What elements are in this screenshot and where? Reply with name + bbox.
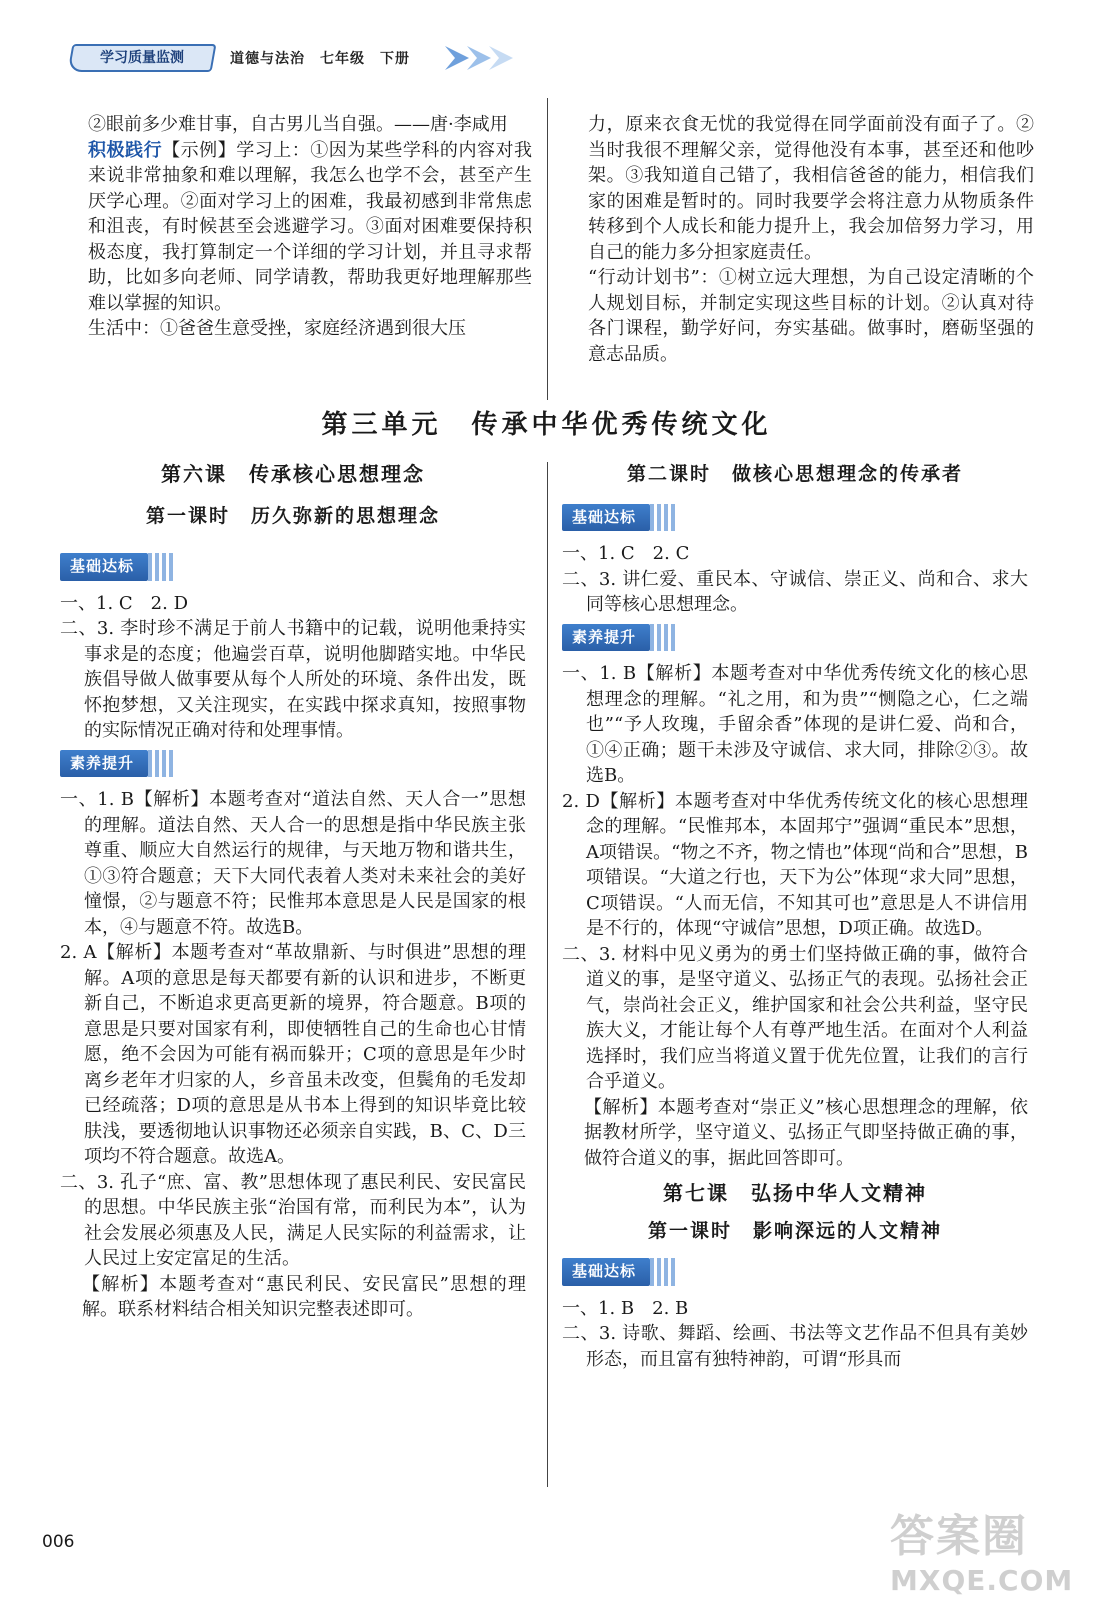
column-divider-top [547, 98, 548, 400]
life-paragraph: 生活中：①爸爸生意受挫，家庭经济遇到很大压 [88, 318, 466, 339]
section-tag-advanced: 素养提升 [60, 750, 148, 778]
answer-item: 二、3. 李时珍不满足于前人书籍中的记载，说明他秉持实事求是的态度；他遍尝百草，说明他脚踏实地。中华民族倡导做人做事要从每个人所处的环境、条件出发，既怀抱梦想，又关注现实，在实践中探求真知，按照事物的实际情况正确对待和处理事情。 [60, 618, 526, 741]
chevrons-icon [445, 44, 525, 72]
practice-label: 积极践行 [88, 139, 163, 161]
practice-text: 学习上：①因为某些学科的内容对我来说非常抽象和难以理解，我怎么也学不会，甚至产生厌学心理。②面对学习上的困难，我最初感到非常焦虑和沮丧，有时候甚至会逃避学习。③面对困难要保持积极态度，我打算制定一个详细的学习计划，并且寻求帮助，比如多向老师、同学请教，帮助我更好地理解那些难以掌握的知识。 [88, 139, 533, 314]
answer-item: 二、3. 讲仁爱、重民本、守诚信、崇正义、尚和合、求大同等核心思想理念。 [562, 568, 1028, 615]
unit-title: 第三单元 传承中华优秀传统文化 [321, 410, 772, 440]
watermark-logo-text: 答案圈 [890, 1511, 1028, 1562]
series-badge: 学习质量监测 [68, 44, 217, 72]
watermark-url: MXQE.COM [890, 1564, 1074, 1597]
answer-item: 一、1. B 2. B [562, 1297, 689, 1319]
section-tag-advanced: 素养提升 [562, 624, 650, 652]
right-column [562, 462, 1028, 1372]
lesson-title: 第七课 弘扬中华人文精神 [663, 1181, 927, 1205]
answer-item: 2. A【解析】本题考查对“革故鼎新、与时俱进”思想的理解。A项的意思是每天都要有新的认识和进步，不断更新自己，不断追求更高更新的境界，符合题意。B项的意思是只要对国家有利，即使牺牲自己的生命也心甘情愿，绝不会因为可能有祸而躲开；C项的意思是年少时离乡老年才归家的人，乡音虽未改变，但鬓角的毛发却已经疏落；D项的意思是从书本上得到的知识毕竟比较肤浅，要透彻地认识事物还必须亲自实践，B、C、D三项均不符合题意。故选A。 [60, 942, 526, 1167]
analysis-note: 【解析】本题考查对“崇正义”核心思想理念的理解，依据教材所学，坚守道义、弘扬正气即坚持做正确的事，做符合道义的事，据此回答即可。 [584, 1096, 1028, 1169]
watermark [890, 1500, 1080, 1595]
answer-item: 一、1. B【解析】本题考查对中华优秀传统文化的核心思想理念的理解。“礼之用，和为贵”“恻隐之心，仁之端也”“予人玫瑰，手留余香”体现的是讲仁爱、尚和合，①④正确；题干未涉及守诚信、求大同，排除②③。故选B。 [562, 663, 1028, 786]
period-title: 第二课时 做核心思想理念的传承者 [626, 463, 963, 485]
action-plan: “行动计划书”：①树立远大理想，为自己设定清晰的个人规划目标，并制定实现这些目标的计划。②认真对待各门课程，勤学好问，夯实基础。做事时，磨砺坚强的意志品质。 [588, 267, 1034, 365]
life-continued: 力，原来衣食无忧的我觉得在同学面前没有面子了。②当时我很不理解父亲，觉得他没有本事，甚至还和他吵架。③我知道自己错了，我相信爸爸的能力，相信我们家的困难是暂时的。同时我要学会将注意力从物质条件转移到个人成长和能力提升上，我会加倍努力学习，用自己的能力多分担家庭责任。 [588, 114, 1034, 263]
answer-item: 2. D【解析】本题考查对中华优秀传统文化的核心思想理念的理解。“民惟邦本，本固邦宁”强调“重民本”思想，A项错误。“物之不齐，物之情也”体现“尚和合”思想，B项错误。“大道之行也，天下为公”体现“求大同”思想，C项错误。“人而无信，不知其可也”意思是人不讲信用是不行的，体现“守诚信”思想，D项正确。故选D。 [562, 790, 1028, 939]
book-subtitle: 道德与法治 七年级 下册 [230, 51, 410, 67]
section-tag-basic: 基础达标 [562, 1258, 650, 1286]
practice-paragraph [88, 138, 532, 317]
answer-item: 二、3. 孔子“庶、富、教”思想体现了惠民利民、安民富民的思想。中华民族主张“治国有常，而利民为本”，认为社会发展必须惠及人民，满足人民实际的利益需求，让人民过上安定富足的生活。 [60, 1171, 526, 1269]
answer-item: 一、1. B【解析】本题考查对“道法自然、天人合一”思想的理解。道法自然、天人合一的思想是指中华民族主张尊重、顺应大自然运行的规律，与天地万物和谐共生，①③符合题意；天下大同代表着人类对未来社会的美好憧憬，②与题意不符；民惟邦本意思是人民是国家的根本，④与题意不符。故选B。 [60, 789, 526, 938]
column-divider-bottom [547, 462, 548, 1487]
section-tag-basic: 基础达标 [562, 504, 650, 532]
period-title: 第一课时 影响深远的人文精神 [647, 1219, 942, 1242]
section-tag-basic: 基础达标 [60, 553, 148, 581]
example-label: 【示例】 [162, 139, 237, 161]
top-right-column [588, 112, 1034, 367]
answer-item: 一、1. C 2. C [562, 543, 690, 564]
quote-line: ②眼前多少难甘事，自古男儿当自强。——唐·李咸用 [88, 114, 508, 135]
answer-item: 一、1. C 2. D [60, 592, 188, 614]
lesson-title: 第六课 传承核心思想理念 [161, 462, 425, 486]
page-header [70, 36, 530, 76]
left-column [60, 462, 526, 1323]
answer-item: 二、3. 诗歌、舞蹈、绘画、书法等文艺作品不但具有美妙形态，而且富有独特神韵，可谓“形具而 [562, 1323, 1028, 1370]
top-left-column [88, 112, 532, 342]
analysis-note: 【解析】本题考查对“惠民利民、安民富民”思想的理解。联系材料结合相关知识完整表述即可。 [82, 1273, 526, 1320]
answer-item: 二、3. 材料中见义勇为的勇士们坚持做正确的事，做符合道义的事，是坚守道义、弘扬正气的表现。弘扬社会正气，崇尚社会正义，维护国家和社会公共利益，坚守民族大义，才能让每个人有尊严地生活。在面对个人利益选择时，我们应当将道义置于优先位置，让我们的言行合乎道义。 [562, 943, 1028, 1092]
period-title: 第一课时 历久弥新的思想理念 [145, 504, 440, 527]
page-number: 006 [42, 1532, 75, 1552]
